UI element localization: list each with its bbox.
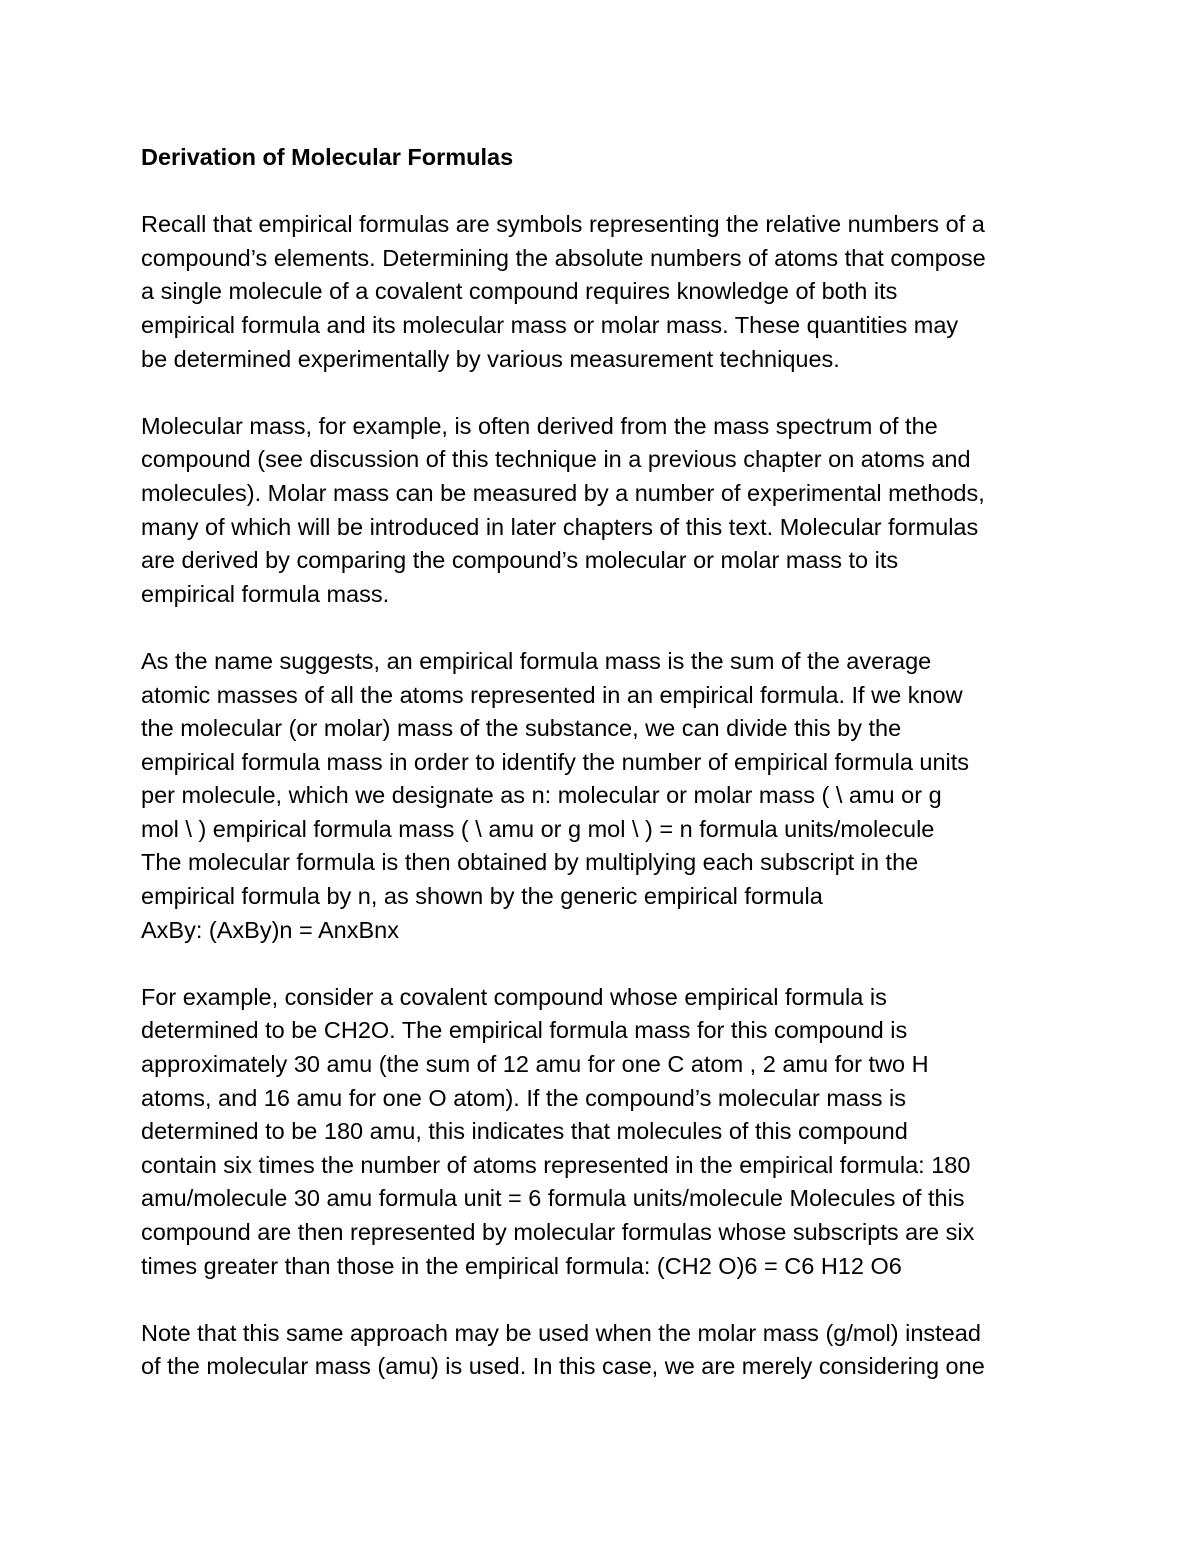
text-line: mol \ ) empirical formula mass ( \ amu or g mol \ ) = n formula units/molecule (141, 815, 935, 842)
text-line: empirical formula mass in order to identify the number of empirical formula units (141, 748, 970, 775)
text-line: the molecular (or molar) mass of the substance, we can divide this by the (141, 715, 902, 742)
text-line: The molecular formula is then obtained by multiplying each subscript in the (141, 849, 919, 876)
text-line: amu/molecule 30 amu formula unit = 6 formula units/molecule Molecules of this (141, 1185, 965, 1212)
paragraph-5 (141, 1317, 1071, 1384)
text-line: per molecule, which we designate as n: molecular or molar mass ( \ amu or g (141, 782, 942, 809)
text-line: compound are then represented by molecular formulas whose subscripts are six (141, 1219, 975, 1245)
text-line: many of which will be introduced in later chapters of this text. Molecular formulas (141, 513, 979, 540)
paragraph-4 (141, 981, 1071, 1283)
text-line: atomic masses of all the atoms represented in an empirical formula. If we know (141, 681, 963, 708)
text-line: approximately 30 amu (the sum of 12 amu for one C atom , 2 amu for two H (141, 1051, 929, 1078)
text-line: empirical formula and its molecular mass or molar mass. These quantities may (141, 311, 959, 338)
text-line: As the name suggests, an empirical formula mass is the sum of the average (141, 647, 932, 674)
text-line: determined to be 180 amu, this indicates that molecules of this compound (141, 1118, 908, 1145)
text-line: are derived by comparing the compound’s molecular or molar mass to its (141, 547, 899, 574)
document-body (141, 141, 1071, 1384)
text-line: determined to be CH2O. The empirical formula mass for this compound is (141, 1017, 908, 1044)
paragraph-3 (141, 645, 1071, 947)
document-title: Derivation of Molecular Formulas (141, 144, 514, 170)
text-line: Recall that empirical formulas are symbols representing the relative numbers of a (141, 211, 985, 238)
paragraph-2 (141, 410, 1071, 612)
paragraph-1 (141, 208, 1071, 376)
text-line: empirical formula mass. (141, 580, 390, 607)
text-line: compound (see discussion of this technique in a previous chapter on atoms and (141, 446, 971, 473)
text-line: contain six times the number of atoms represented in the empirical formula: 180 (141, 1151, 971, 1178)
text-line: be determined experimentally by various measurement techniques. (141, 345, 840, 372)
text-line: Molecular mass, for example, is often derived from the mass spectrum of the (141, 412, 938, 439)
text-line: atoms, and 16 amu for one O atom). If the compound’s molecular mass is (141, 1084, 906, 1111)
text-line: compound’s elements. Determining the absolute numbers of atoms that compose (141, 244, 986, 271)
text-line: molecules). Molar mass can be measured by a number of experimental methods, (141, 479, 985, 506)
text-line: AxBy: (AxBy)n = AnxBnx (141, 916, 399, 943)
text-line: a single molecule of a covalent compound requires knowledge of both its (141, 278, 898, 305)
text-line: For example, consider a covalent compound whose empirical formula is (141, 983, 887, 1010)
text-line: empirical formula by n, as shown by the generic empirical formula (141, 883, 823, 910)
text-line: times greater than those in the empirical formula: (CH2 O)6 = C6 H12 O6 (141, 1252, 902, 1279)
text-line: Note that this same approach may be used when the molar mass (g/mol) instead (141, 1319, 981, 1346)
text-line: of the molecular mass (amu) is used. In this case, we are merely considering one (141, 1353, 985, 1380)
